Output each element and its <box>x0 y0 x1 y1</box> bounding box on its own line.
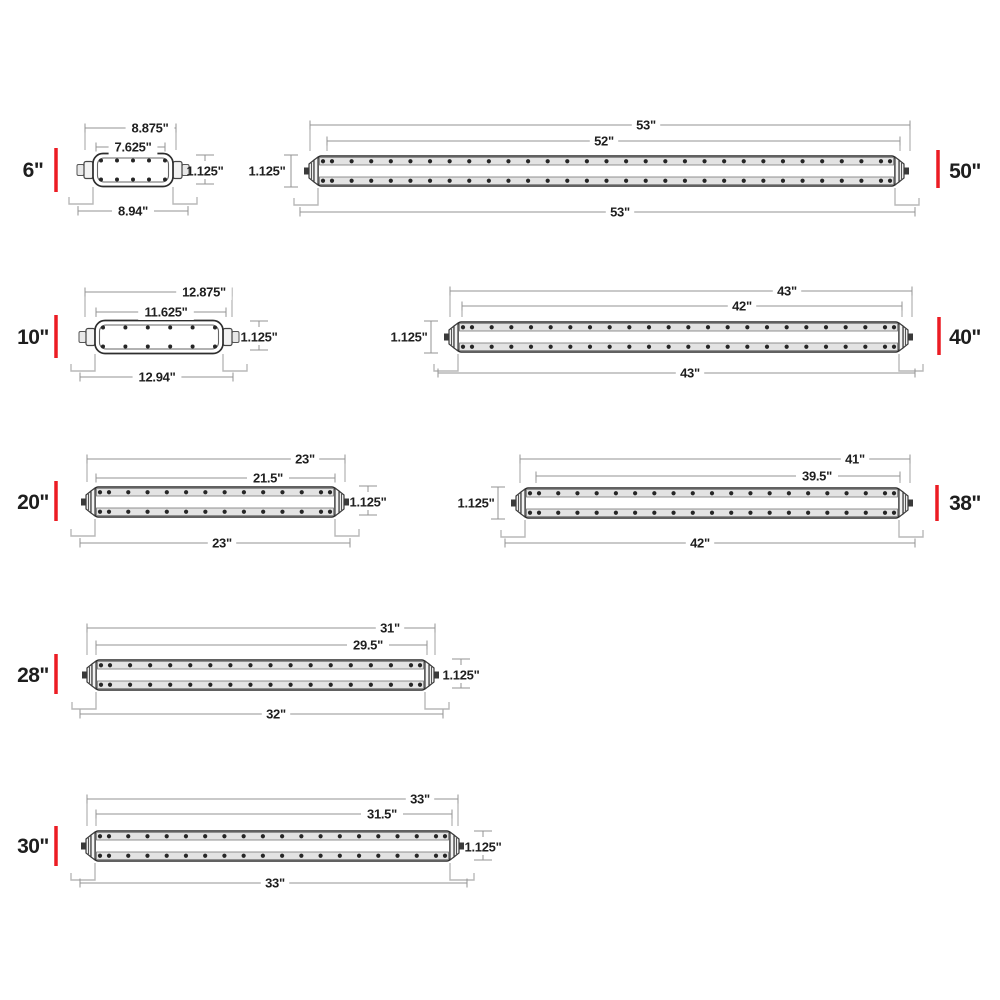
size-label-38in: 38" <box>949 492 981 515</box>
dimension-height <box>241 321 278 350</box>
mount-foot-left <box>501 520 525 537</box>
dim-label-height: 1.125" <box>248 163 286 179</box>
dimension-top_inner <box>327 133 900 151</box>
size-label-6in: 6" <box>22 159 44 182</box>
dimension-bottom <box>80 369 233 385</box>
diagram-20in <box>17 451 386 551</box>
red-size-marker <box>54 148 58 192</box>
dim-label-top_inner: 21.5" <box>253 470 283 486</box>
light-bar-drawing <box>294 156 919 205</box>
dim-label-top_outer: 41" <box>845 451 865 467</box>
dim-label-bottom: 32" <box>266 706 286 722</box>
end-cap-ridge <box>91 832 95 860</box>
dimension-height <box>465 831 502 860</box>
light-bar-drawing <box>71 487 359 536</box>
mount-foot-left <box>71 863 95 880</box>
dim-label-height: 1.125" <box>186 163 224 179</box>
mount-foot-right <box>895 188 919 205</box>
dim-label-height: 1.125" <box>390 329 428 345</box>
dim-label-top_outer: 12.875" <box>182 284 226 300</box>
end-cap-ridge <box>92 661 96 689</box>
end-cap-ridge <box>314 157 318 185</box>
dimension-height <box>187 155 224 184</box>
diagram-28in <box>17 620 479 722</box>
side-bolt-washer <box>84 162 93 179</box>
diagram-38in <box>458 451 981 551</box>
dim-label-top_inner: 31.5" <box>367 806 397 822</box>
dim-label-top_outer: 43" <box>777 283 797 299</box>
end-cap-ridge <box>899 323 903 351</box>
dimension-bottom <box>78 203 188 219</box>
dim-label-top_outer: 8.875" <box>131 120 169 136</box>
dim-label-top_inner: 42" <box>732 298 752 314</box>
mount-foot-right <box>899 520 923 537</box>
side-bolt-nut <box>232 332 239 343</box>
dimension-height <box>391 321 438 353</box>
dim-label-top_inner: 29.5" <box>353 637 383 653</box>
dimension-top_inner <box>96 139 165 155</box>
red-size-marker <box>935 485 939 521</box>
size-label-28in: 28" <box>17 664 49 687</box>
red-size-marker <box>937 317 941 355</box>
side-bolt-washer <box>86 329 95 346</box>
dimension-height <box>458 487 505 519</box>
size-label-50in: 50" <box>949 160 981 183</box>
dim-label-top_outer: 33" <box>410 791 430 807</box>
side-bolt-nut <box>79 332 86 343</box>
mount-foot-left <box>294 188 318 205</box>
mount-foot-right <box>335 519 359 536</box>
dim-label-bottom: 23" <box>212 535 232 551</box>
light-bar-drawing <box>69 154 197 205</box>
dim-label-top_outer: 23" <box>295 451 315 467</box>
dim-label-top_outer: 31" <box>380 620 400 636</box>
size-label-20in: 20" <box>17 491 49 514</box>
dimension-top_outer <box>520 451 910 483</box>
side-bolt-washer <box>173 162 182 179</box>
dimension-bottom <box>438 365 915 381</box>
dimension-bottom <box>80 706 443 722</box>
size-label-40in: 40" <box>949 326 981 349</box>
size-label-10in: 10" <box>17 326 49 349</box>
end-cap-ridge <box>91 488 95 516</box>
light-bar-drawing <box>72 660 449 709</box>
dimension-height <box>350 486 387 515</box>
mount-foot-right <box>425 692 449 709</box>
dim-label-height: 1.125" <box>240 329 278 345</box>
end-cap-ridge <box>521 489 525 517</box>
dimension-height <box>443 659 480 688</box>
red-size-marker <box>54 481 58 521</box>
dim-label-top_inner: 7.625" <box>114 139 152 155</box>
mount-foot-right <box>223 354 247 371</box>
dimension-top_inner <box>96 304 226 320</box>
dim-label-bottom: 43" <box>680 365 700 381</box>
end-cap-ridge <box>450 832 454 860</box>
dim-label-top_outer: 53" <box>636 117 656 133</box>
dimension-top_outer <box>87 451 345 482</box>
end-cap-ridge <box>454 323 458 351</box>
side-bolt-nut <box>77 165 84 176</box>
end-cap-ridge <box>335 488 339 516</box>
dim-label-height: 1.125" <box>464 839 502 855</box>
mount-foot-left <box>71 354 95 371</box>
red-size-marker <box>936 150 940 188</box>
end-cap-ridge <box>899 489 903 517</box>
end-cap-ridge <box>895 157 899 185</box>
mount-foot-right <box>899 354 923 371</box>
mount-foot-left <box>71 519 95 536</box>
dim-label-bottom: 12.94" <box>138 369 176 385</box>
dimension-bottom <box>80 535 350 551</box>
light-bar-drawing <box>71 321 247 372</box>
diagram-6in <box>23 120 224 219</box>
dimension-bottom <box>505 535 915 551</box>
dimension-top_inner <box>462 298 902 317</box>
side-bolt-washer <box>223 329 232 346</box>
dim-label-bottom: 42" <box>690 535 710 551</box>
diagram-10in <box>17 284 277 385</box>
dim-label-bottom: 53" <box>610 204 630 220</box>
mount-foot-left <box>72 692 96 709</box>
light-bar-drawing <box>71 831 474 880</box>
size-label-30in: 30" <box>17 835 49 858</box>
diagram-30in <box>17 791 501 891</box>
dim-label-height: 1.125" <box>349 494 387 510</box>
mount-foot-right <box>173 187 197 204</box>
dimension-bottom <box>300 204 915 220</box>
mount-foot-left <box>69 187 93 204</box>
dim-label-bottom: 8.94" <box>118 203 148 219</box>
dim-label-bottom: 33" <box>265 875 285 891</box>
dim-label-top_inner: 52" <box>594 133 614 149</box>
dimension-top_inner <box>536 468 900 484</box>
dimension-top_inner <box>96 806 452 826</box>
mount-foot-right <box>450 863 474 880</box>
dim-label-top_inner: 11.625" <box>144 304 188 320</box>
dimension-top_inner <box>96 637 427 655</box>
diagram-50in <box>249 117 981 220</box>
red-size-marker <box>54 654 58 694</box>
dimension-top_inner <box>96 470 335 486</box>
mount-foot-left <box>434 354 458 371</box>
red-size-marker <box>54 315 58 358</box>
red-size-marker <box>54 826 58 866</box>
dim-label-height: 1.125" <box>442 667 480 683</box>
dim-label-height: 1.125" <box>457 495 495 511</box>
dimension-top_outer <box>450 283 912 317</box>
light-bar-drawing <box>434 322 923 371</box>
dimension-height <box>249 155 298 187</box>
dimension-bottom <box>80 875 467 891</box>
dim-label-top_inner: 39.5" <box>802 468 832 484</box>
end-cap-ridge <box>425 661 429 689</box>
light-bar-drawing <box>501 488 923 537</box>
diagram-40in <box>391 283 981 381</box>
